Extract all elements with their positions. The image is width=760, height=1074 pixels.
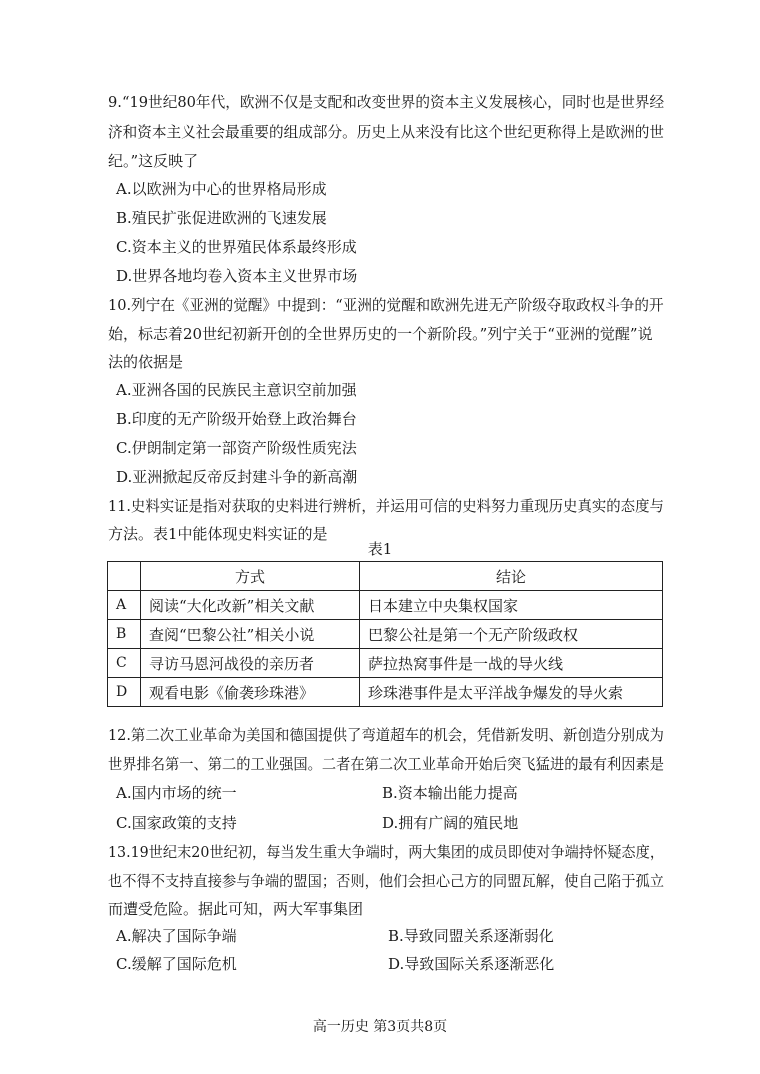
- table-cell-method: 阅读“大化改新”相关文献: [141, 591, 360, 620]
- q10-option-c: C.伊朗制定第一部资产阶级性质宪法: [116, 439, 357, 457]
- table-header-blank: [108, 562, 141, 591]
- table-cell-key: B: [108, 620, 141, 649]
- q10-option-b: B.印度的无产阶级开始登上政治舞台: [116, 410, 357, 428]
- page-footer: 高一历史 第3页共8页: [312, 1019, 448, 1035]
- q13-stem-line-1: 13.19世纪末20世纪初，每当发生重大争端时，两大集团的成员即使对争端持怀疑态度，: [108, 843, 665, 861]
- q9-stem-line-2: 济和资本主义社会最重要的组成部分。历史上从来没有比这个世纪更称得上是欧洲的世: [108, 123, 664, 141]
- q13-option-c: C.缓解了国际危机: [116, 955, 237, 973]
- q13-option-b: B.导致同盟关系逐渐弱化: [388, 927, 554, 945]
- q9-option-c: C.资本主义的世界殖民体系最终形成: [116, 238, 357, 256]
- q12-option-a: A.国内市场的统一: [116, 784, 237, 802]
- table-row: [108, 620, 663, 649]
- q10-stem-line-3: 法的依据是: [108, 353, 184, 371]
- q9-option-b: B.殖民扩张促进欧洲的飞速发展: [116, 209, 327, 227]
- q10-option-d: D.亚洲掀起反帝反封建斗争的新高潮: [116, 468, 358, 486]
- q11-stem-line-2: 方法。表1中能体现史料实证的是: [108, 525, 328, 543]
- table-row: [108, 649, 663, 678]
- table-cell-conclusion: 巴黎公社是第一个无产阶级政权: [360, 620, 663, 649]
- q10-option-a: A.亚洲各国的民族民主意识空前加强: [116, 381, 357, 399]
- table-cell-key: A: [108, 591, 141, 620]
- table-cell-method: 寻访马恩河战役的亲历者: [141, 649, 360, 678]
- q10-stem-line-1: 10.列宁在《亚洲的觉醒》中提到：“亚洲的觉醒和欧洲先进无产阶级夺取政权斗争的开: [108, 296, 664, 314]
- table-caption: 表1: [367, 540, 393, 558]
- q9-stem-line-3: 纪。”这反映了: [108, 152, 199, 170]
- table-cell-conclusion: 珍珠港事件是太平洋战争爆发的导火索: [360, 678, 663, 707]
- q9-option-d: D.世界各地均卷入资本主义世界市场: [116, 267, 358, 285]
- table-header-conclusion: 结论: [360, 562, 663, 591]
- table-cell-key: D: [108, 678, 141, 707]
- table-header-method: 方式: [141, 562, 360, 591]
- q11-stem-line-1: 11.史料实证是指对获取的史料进行辨析，并运用可信的史料努力重现历史真实的态度与: [108, 497, 664, 515]
- q9-stem-line-1: 9.“19世纪80年代，欧洲不仅是支配和改变世界的资本主义发展核心，同时也是世界经: [108, 93, 665, 111]
- q13-stem-line-2: 也不得不支持直接参与争端的盟国；否则，他们会担心己方的同盟瓦解，使自己陷于孤立: [108, 872, 664, 890]
- q12-option-b: B.资本输出能力提高: [382, 784, 518, 802]
- q13-stem-line-3: 而遭受危险。据此可知，两大军事集团: [108, 900, 364, 918]
- table-cell-method: 查阅“巴黎公社”相关小说: [141, 620, 360, 649]
- table-row: [108, 591, 663, 620]
- history-table: [107, 561, 663, 707]
- q12-stem-line-1: 12.第二次工业革命为美国和德国提供了弯道超车的机会，凭借新发明、新创造分别成为: [108, 726, 664, 744]
- q12-stem-line-2: 世界排名第一、第二的工业强国。二者在第二次工业革命开始后突飞猛进的最有利因素是: [108, 755, 664, 773]
- q9-option-a: A.以欧洲为中心的世界格局形成: [116, 180, 327, 198]
- table-cell-conclusion: 日本建立中央集权国家: [360, 591, 663, 620]
- table-cell-conclusion: 萨拉热窝事件是一战的导火线: [360, 649, 663, 678]
- q12-option-d: D.拥有广阔的殖民地: [382, 814, 519, 832]
- table-row: [108, 678, 663, 707]
- q12-option-c: C.国家政策的支持: [116, 814, 237, 832]
- q13-option-a: A.解决了国际争端: [116, 927, 237, 945]
- q10-stem-line-2: 始，标志着20世纪初新开创的全世界历史的一个新阶段。”列宁关于“亚洲的觉醒”说: [108, 325, 653, 343]
- table-header-row: [108, 562, 663, 591]
- q13-option-d: D.导致国际关系逐渐恶化: [388, 955, 555, 973]
- table-cell-method: 观看电影《偷袭珍珠港》: [141, 678, 360, 707]
- table-cell-key: C: [108, 649, 141, 678]
